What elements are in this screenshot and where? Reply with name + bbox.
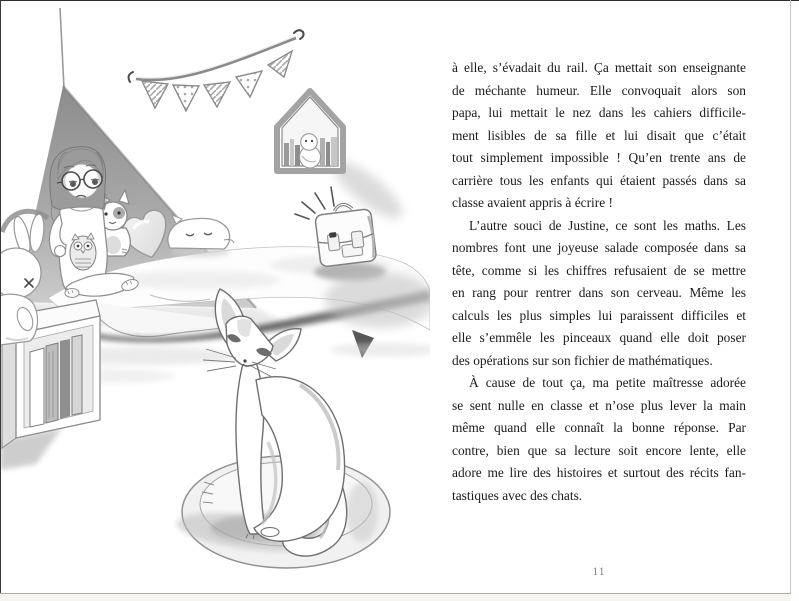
paragraph: [452, 372, 746, 507]
text-line: calculs les plus simples lui paraissent difficiles et: [452, 307, 746, 323]
house-shelf-icon: [277, 91, 410, 227]
paragraph: [452, 215, 746, 373]
text-line: ment lisibles de sa fille et lui disait que c’était: [452, 127, 746, 143]
owl-print-icon: [70, 233, 96, 270]
text-column: [452, 57, 746, 507]
viewer-background-bottom: [0, 594, 791, 601]
text-line: tout simplement impossible ! Qu’en trente ans de: [452, 150, 746, 165]
text-line: à elle, s’évadait du rail. Ça mettait son enseignante: [452, 60, 746, 75]
sleeping-plush-icon: [168, 215, 234, 257]
text-line: elle s’emmêle les pinceaux quand elle doit poser: [452, 330, 746, 345]
paragraph: [452, 57, 746, 215]
viewer-background-right: [791, 0, 799, 601]
text-line: contre, bien que sa lecture soit encore lente, elle: [452, 442, 746, 458]
text-line: L’autre souci de Justine, ce sont les maths. Les: [469, 217, 746, 233]
text-line: papa, lui mettait le nez dans les cahiers difficile-: [452, 105, 746, 120]
text-line: en rang pour rentrer dans son cerveau. Même les: [452, 285, 746, 300]
page-edge-top: [0, 0, 799, 1]
page-number: 11: [592, 566, 606, 578]
text-line: nombres font une joyeuse salade composée dans sa: [452, 240, 746, 255]
text-line: se sent nulle en classe et n’ose plus lever la main: [452, 397, 746, 413]
page-edge-left: [0, 0, 1, 594]
page-edge-bottom: [0, 593, 791, 594]
text-line: adore me lire des histoires et surtout des récits fan-: [452, 465, 746, 480]
text-line: carrière tous les enfants qui étaient passés dans sa: [452, 172, 746, 188]
text-line: tête, comme si les chiffres refusaient de se mettre: [452, 262, 746, 278]
text-line: même quand elle connaît la bonne réponse. Par: [452, 420, 746, 435]
text-line: de méchante humeur. Elle convoquait alors son: [452, 82, 746, 98]
text-line: classe avaient appris à écrire !: [452, 195, 613, 210]
text-line: des opérations sur son fichier de mathématiques.: [452, 352, 713, 368]
bunting-flags-icon: [129, 30, 304, 111]
page-edge-right: [790, 0, 791, 594]
text-line: À cause de tout ça, ma petite maîtresse adorée: [469, 375, 746, 390]
text-line: tastiques avec des chats.: [452, 487, 583, 503]
